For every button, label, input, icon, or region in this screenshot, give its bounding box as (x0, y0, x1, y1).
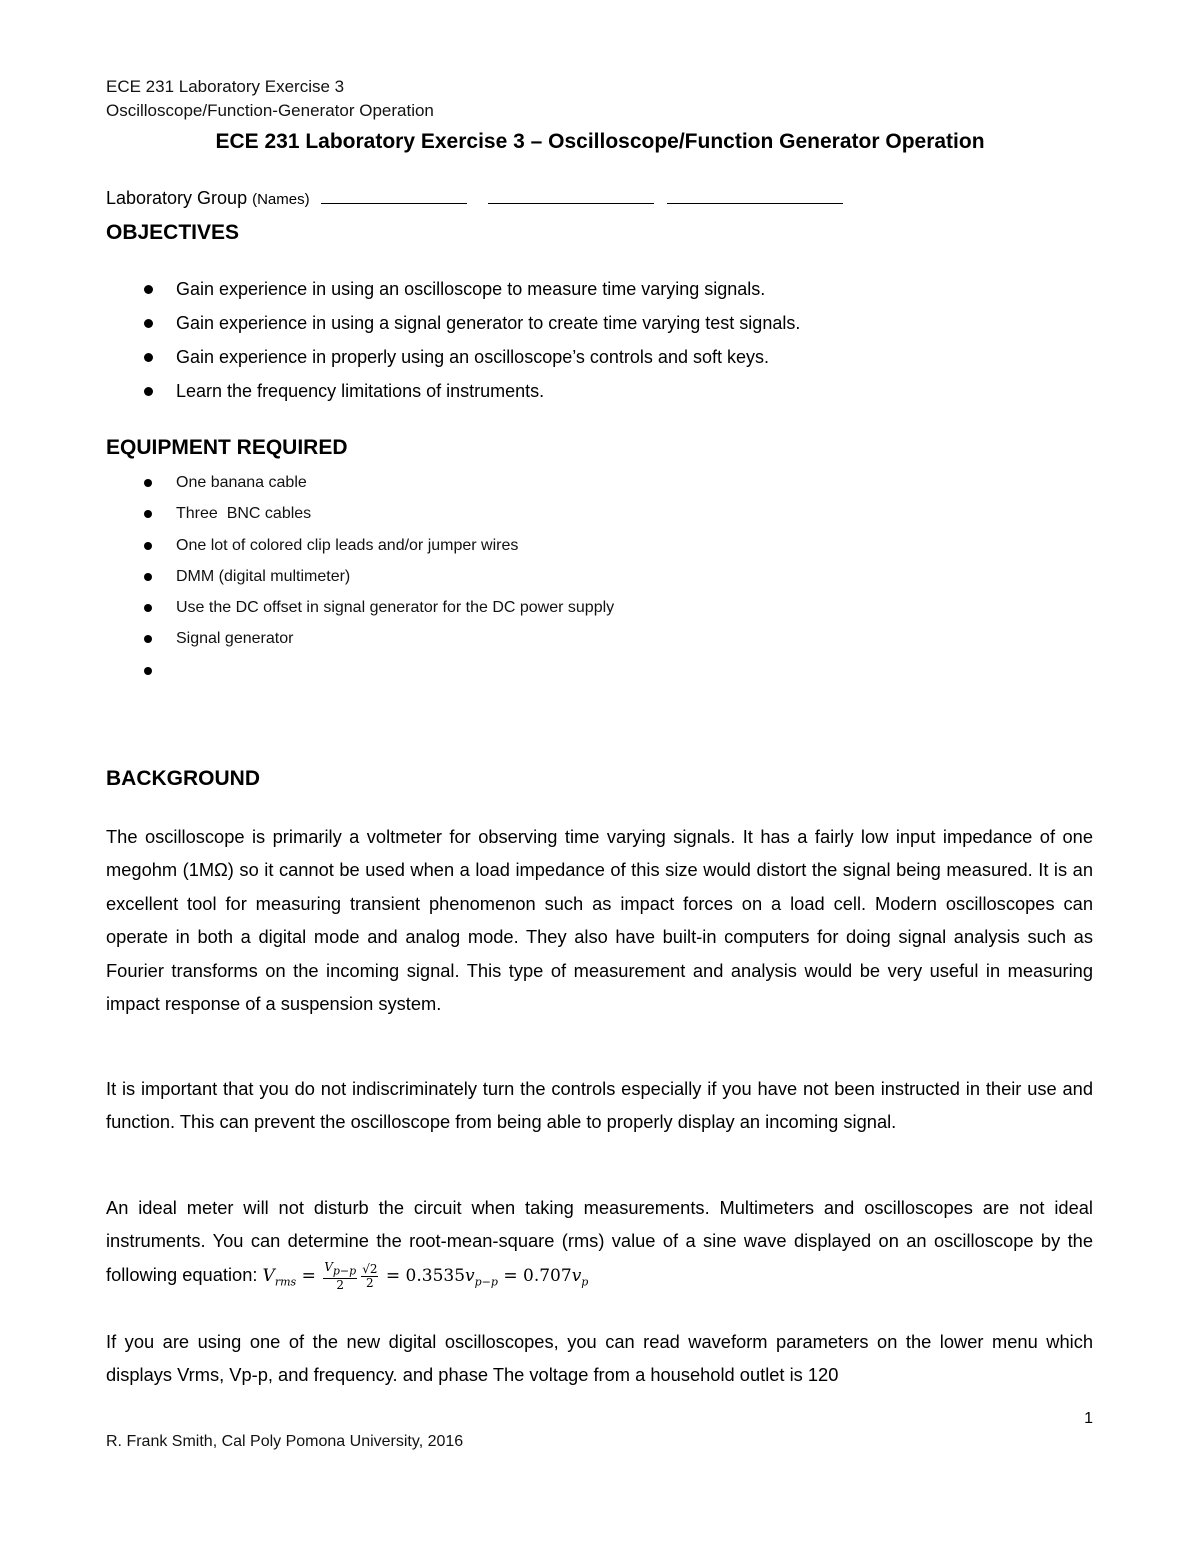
eq-v-pp: v (465, 1265, 475, 1286)
background-paragraph-4: If you are using one of the new digital oscilloscopes, you can read waveform parameters on the lower menu which displays Vrms, Vp-p, and frequency. and phase The voltage from a household outlet is 120 (106, 1331, 1093, 1386)
list-item (106, 345, 800, 379)
frac2-num: √2 (362, 1261, 378, 1276)
list-item (106, 472, 614, 503)
eq-lhs: V (262, 1265, 275, 1286)
bullet-icon (144, 353, 153, 362)
objective-text: Gain experience in using an oscilloscope to measure time varying signals. (176, 279, 766, 299)
bullet-icon (144, 667, 152, 675)
equipment-text: DMM (digital multimeter) (176, 567, 351, 585)
equipment-heading: EQUIPMENT REQUIRED (106, 436, 348, 459)
bullet-icon (144, 542, 152, 550)
background-paragraph-3 (106, 1191, 1093, 1299)
list-item (106, 379, 800, 413)
eq-fraction-2 (361, 1263, 378, 1290)
list-item (106, 535, 614, 566)
eq-v-pp-sub: p−p (474, 1275, 498, 1289)
name-blank-3[interactable] (667, 185, 843, 204)
list-item (106, 628, 614, 659)
equipment-text: Three BNC cables (176, 505, 312, 523)
frac2-den: 2 (366, 1275, 374, 1290)
equipment-text: Signal generator (176, 630, 294, 648)
eq-fraction-1 (323, 1261, 357, 1291)
frac1-num: V (324, 1260, 333, 1275)
objective-text: Gain experience in using a signal generator to create time varying test signals. (176, 313, 801, 333)
running-header-topic: Oscilloscope/Function-Generator Operation (106, 101, 434, 120)
page-footer: R. Frank Smith, Cal Poly Pomona University, 2016 (106, 1433, 464, 1450)
bullet-icon (144, 635, 152, 643)
document-title: ECE 231 Laboratory Exercise 3 – Oscilloscope/Function Generator Operation (215, 130, 985, 153)
eq-v-p-sub: p (581, 1275, 589, 1289)
list-item (106, 311, 800, 345)
rms-equation (262, 1260, 589, 1292)
equipment-text: Use the DC offset in signal generator for the DC power supply (176, 599, 615, 617)
list-item (106, 566, 614, 597)
running-header-course: ECE 231 Laboratory Exercise 3 (106, 77, 345, 96)
name-blank-2[interactable] (488, 185, 654, 204)
list-item (106, 503, 614, 534)
bullet-icon (144, 479, 152, 487)
name-blank-1[interactable] (321, 185, 467, 204)
list-item (106, 597, 614, 628)
paragraph-3-text: An ideal meter will not disturb the circuit when taking measurements. Multimeters and oscilloscopes are not ideal instruments. You can determine the root-mean-square (rms) value of a sine wave displayed on an oscilloscope by the following equation: (106, 1197, 1093, 1285)
objectives-list (106, 277, 800, 413)
equipment-list (106, 472, 614, 691)
lab-group-names-hint: (Names) (252, 191, 310, 208)
equipment-text: One banana cable (176, 474, 307, 491)
equipment-text: One lot of colored clip leads and/or jumper wires (176, 536, 519, 554)
objective-text: Gain experience in properly using an oscilloscope’s controls and soft keys. (176, 347, 769, 367)
objectives-heading: OBJECTIVES (106, 221, 240, 244)
bullet-icon (144, 510, 152, 518)
page-number: 1 (1084, 1410, 1093, 1427)
frac1-num-sub: p−p (332, 1264, 357, 1278)
frac1-den: 2 (336, 1277, 345, 1292)
background-paragraph-2: It is important that you do not indiscriminately turn the controls especially if you have not been instructed in their use and function. This can prevent the oscilloscope from being able to properly display an incoming signal. (106, 1078, 1093, 1133)
lab-group-line (106, 185, 843, 212)
eq-v-p: v (571, 1265, 582, 1286)
eq-coef-1: = 0.3535 (385, 1265, 466, 1286)
bullet-icon (144, 604, 152, 612)
bullet-icon (144, 387, 153, 396)
bullet-icon (144, 285, 153, 294)
lab-group-label: Laboratory Group (106, 188, 248, 208)
list-item (106, 660, 614, 691)
bullet-icon (144, 573, 152, 581)
bullet-icon (144, 319, 153, 328)
objective-text: Learn the frequency limitations of instruments. (176, 381, 545, 401)
background-paragraph-1: The oscilloscope is primarily a voltmeter for observing time varying signals. It has a fairly low input impedance of one megohm (1MΩ) so it cannot be used when a load impedance of this size would distort the signal being measured. It is an excellent tool for measuring transient phenomenon such as impact forces on a load cell. Modern oscilloscopes can operate in both a digital mode and analog mode. They also have built-in computers for doing signal analysis such as Fourier transforms on the incoming signal. This type of measurement and analysis would be very useful in measuring impact response of a suspension system. (106, 826, 1093, 1015)
eq-equals: = (301, 1265, 316, 1286)
background-heading: BACKGROUND (106, 767, 260, 790)
eq-coef-2: = 0.707 (503, 1265, 572, 1286)
list-item (106, 277, 800, 311)
eq-lhs-sub: rms (274, 1275, 297, 1289)
